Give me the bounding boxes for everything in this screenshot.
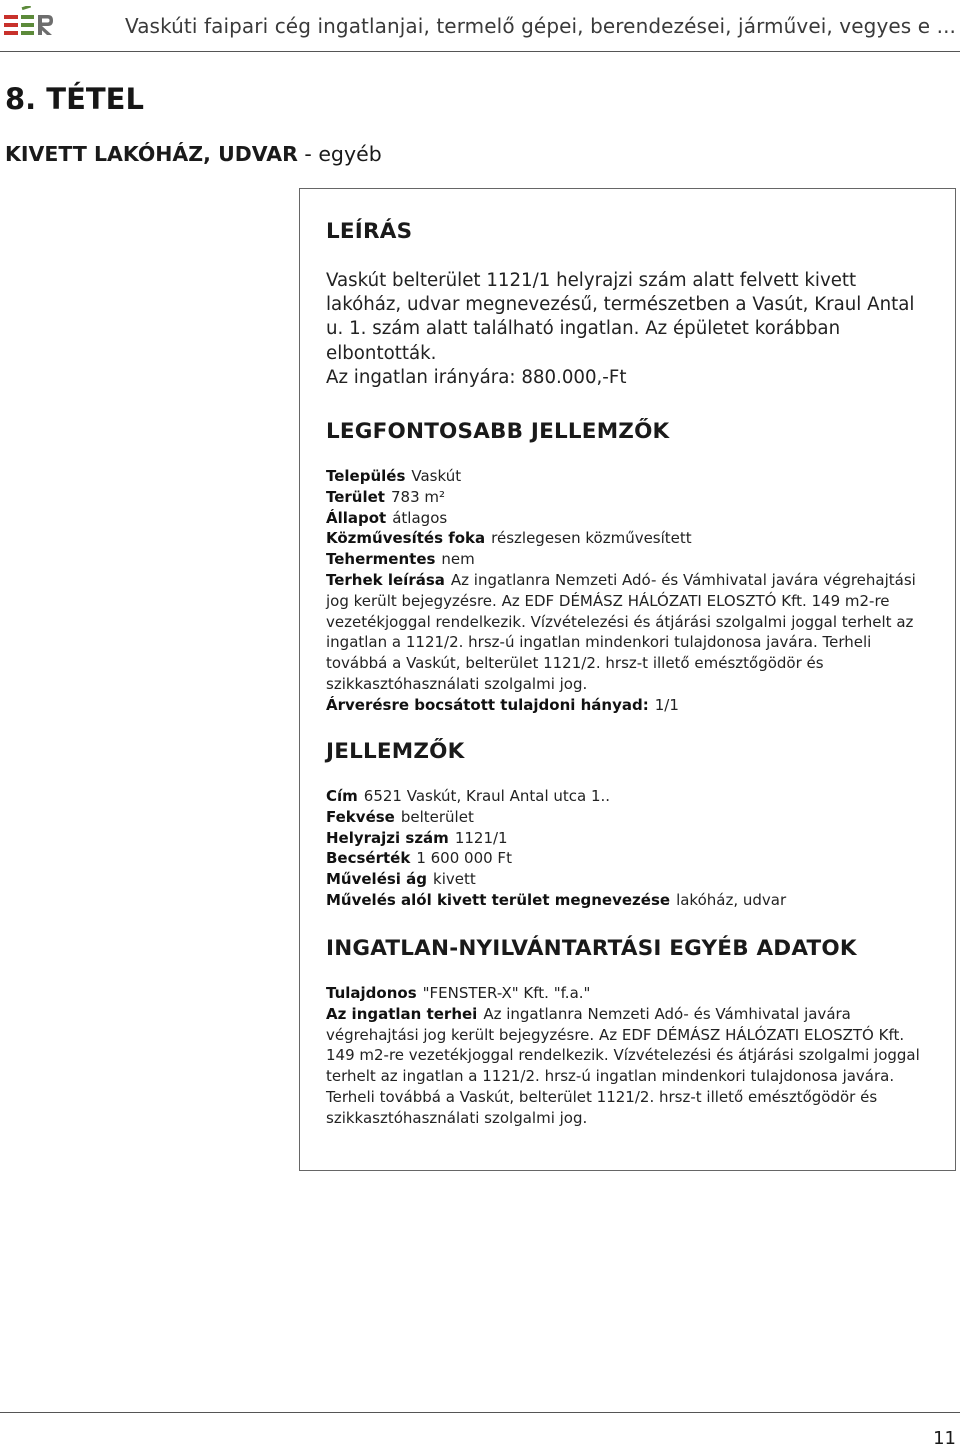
lot-category: - egyéb: [297, 142, 382, 166]
field-label: Fekvése: [326, 807, 395, 826]
property-details-panel: [299, 188, 956, 1171]
field-value: részlegesen közművesített: [491, 529, 692, 548]
field-value: belterület: [400, 807, 474, 826]
price-line: Az ingatlan irányára: 880.000,-Ft: [326, 366, 627, 388]
field-value: lakóház, udvar: [676, 890, 787, 909]
field-row: [326, 695, 936, 716]
header-divider: [0, 51, 960, 52]
field-label: Közművesítés foka: [326, 529, 486, 548]
field-label: Tehermentes: [326, 550, 436, 569]
field-row: [326, 487, 936, 508]
field-value: nem: [441, 550, 475, 569]
field-row: [326, 807, 936, 828]
field-value: Az ingatlanra Nemzeti Adó- és Vámhivatal javára végrehajtási jog került bejegyzésre. Az EDF DÉMÁSZ HÁLÓZATI ELOSZTÓ Kft. 149 m2-re vezetékjoggal rendelkezik. Vízvételezési és átjárási szolgalmi joggal terhelt az ingatlan a 1121/2. hrsz-ú ingatlan mindenkori tulajdonosa javára. Terheli továbbá a Vaskút, belterület 1121/2. hrsz-t illető emésztőgödör és szikkasztóhasználati szolgalmi jog.: [326, 1004, 920, 1127]
features-heading: JELLEMZŐK: [326, 739, 465, 764]
field-row: [326, 570, 936, 695]
registry-list: [326, 983, 936, 1129]
lot-subtitle: [5, 142, 382, 166]
field-row: [326, 786, 936, 807]
page-header: [0, 0, 960, 52]
field-label: Helyrajzi szám: [326, 828, 449, 847]
field-value: Az ingatlanra Nemzeti Adó- és Vámhivatal javára végrehajtási jog került bejegyzésre. Az EDF DÉMÁSZ HÁLÓZATI ELOSZTÓ Kft. 149 m2-re vezetékjoggal rendelkezik. Vízvételezési és átjárási szolgalmi joggal terhelt az ingatlan a 1121/2. hrsz-ú ingatlan mindenkori tulajdonosa javára. Terheli továbbá a Vaskút, belterület 1121/2. hrsz-t illető emésztőgödör és szikkasztóhasználati szolgalmi jog.: [326, 570, 916, 693]
field-value: 1121/1: [454, 828, 508, 847]
field-label: Település: [326, 467, 406, 485]
field-label: Művelés alól kivett terület megnevezése: [326, 890, 671, 909]
field-label: Tulajdonos: [326, 984, 417, 1002]
field-label: Árverésre bocsátott tulajdoni hányad:: [326, 695, 649, 714]
field-value: átlagos: [392, 508, 448, 527]
registry-heading: INGATLAN-NYILVÁNTARTÁSI EGYÉB ADATOK: [326, 936, 857, 961]
footer-divider: [0, 1412, 960, 1413]
field-row: [326, 983, 936, 1004]
field-row: [326, 890, 936, 911]
field-label: Az ingatlan terhei: [326, 1004, 478, 1023]
description-text: Vaskút belterület 1121/1 helyrajzi szám alatt felvett kivett lakóház, udvar megnevezésű, természetben a Vasút, Kraul Antal u. 1. szám alatt található ingatlan. Az épületet korábban elbontották.: [326, 270, 915, 364]
field-value: kivett: [433, 870, 476, 889]
key-features-heading: LEGFONTOSABB JELLEMZŐK: [326, 419, 670, 444]
description-block: [326, 269, 936, 390]
lot-type: KIVETT LAKÓHÁZ, UDVAR: [5, 142, 298, 166]
field-label: Terhek leírása: [326, 570, 445, 589]
features-list: [326, 786, 936, 911]
field-label: Becsérték: [326, 849, 411, 868]
field-value: 1 600 000 Ft: [416, 849, 512, 868]
field-label: Művelési ág: [326, 870, 428, 889]
document-title: Vaskúti faipari cég ingatlanjai, termelő gépei, berendezései, járművei, vegyes e ...: [124, 14, 956, 38]
field-row: [326, 549, 936, 570]
field-label: Terület: [326, 487, 385, 506]
page-number: 11: [933, 1428, 956, 1447]
field-row: [326, 508, 936, 529]
field-row: [326, 848, 936, 869]
field-label: Állapot: [326, 508, 387, 527]
field-value: "FENSTER-X" Kft. "f.a.": [422, 984, 591, 1002]
field-value: 6521 Vaskút, Kraul Antal utca 1..: [363, 787, 611, 805]
description-heading: LEÍRÁS: [326, 219, 413, 244]
field-row: [326, 466, 936, 487]
field-value: Vaskút: [411, 467, 462, 485]
field-row: [326, 869, 936, 890]
lot-number: 8. TÉTEL: [5, 82, 144, 116]
key-features-list: [326, 466, 936, 716]
field-row: [326, 528, 936, 549]
field-row: [326, 1004, 936, 1129]
field-row: [326, 828, 936, 849]
eer-logo-icon: [4, 6, 54, 40]
field-value: 1/1: [654, 695, 679, 714]
field-label: Cím: [326, 787, 358, 805]
field-value: 783 m²: [390, 487, 446, 506]
